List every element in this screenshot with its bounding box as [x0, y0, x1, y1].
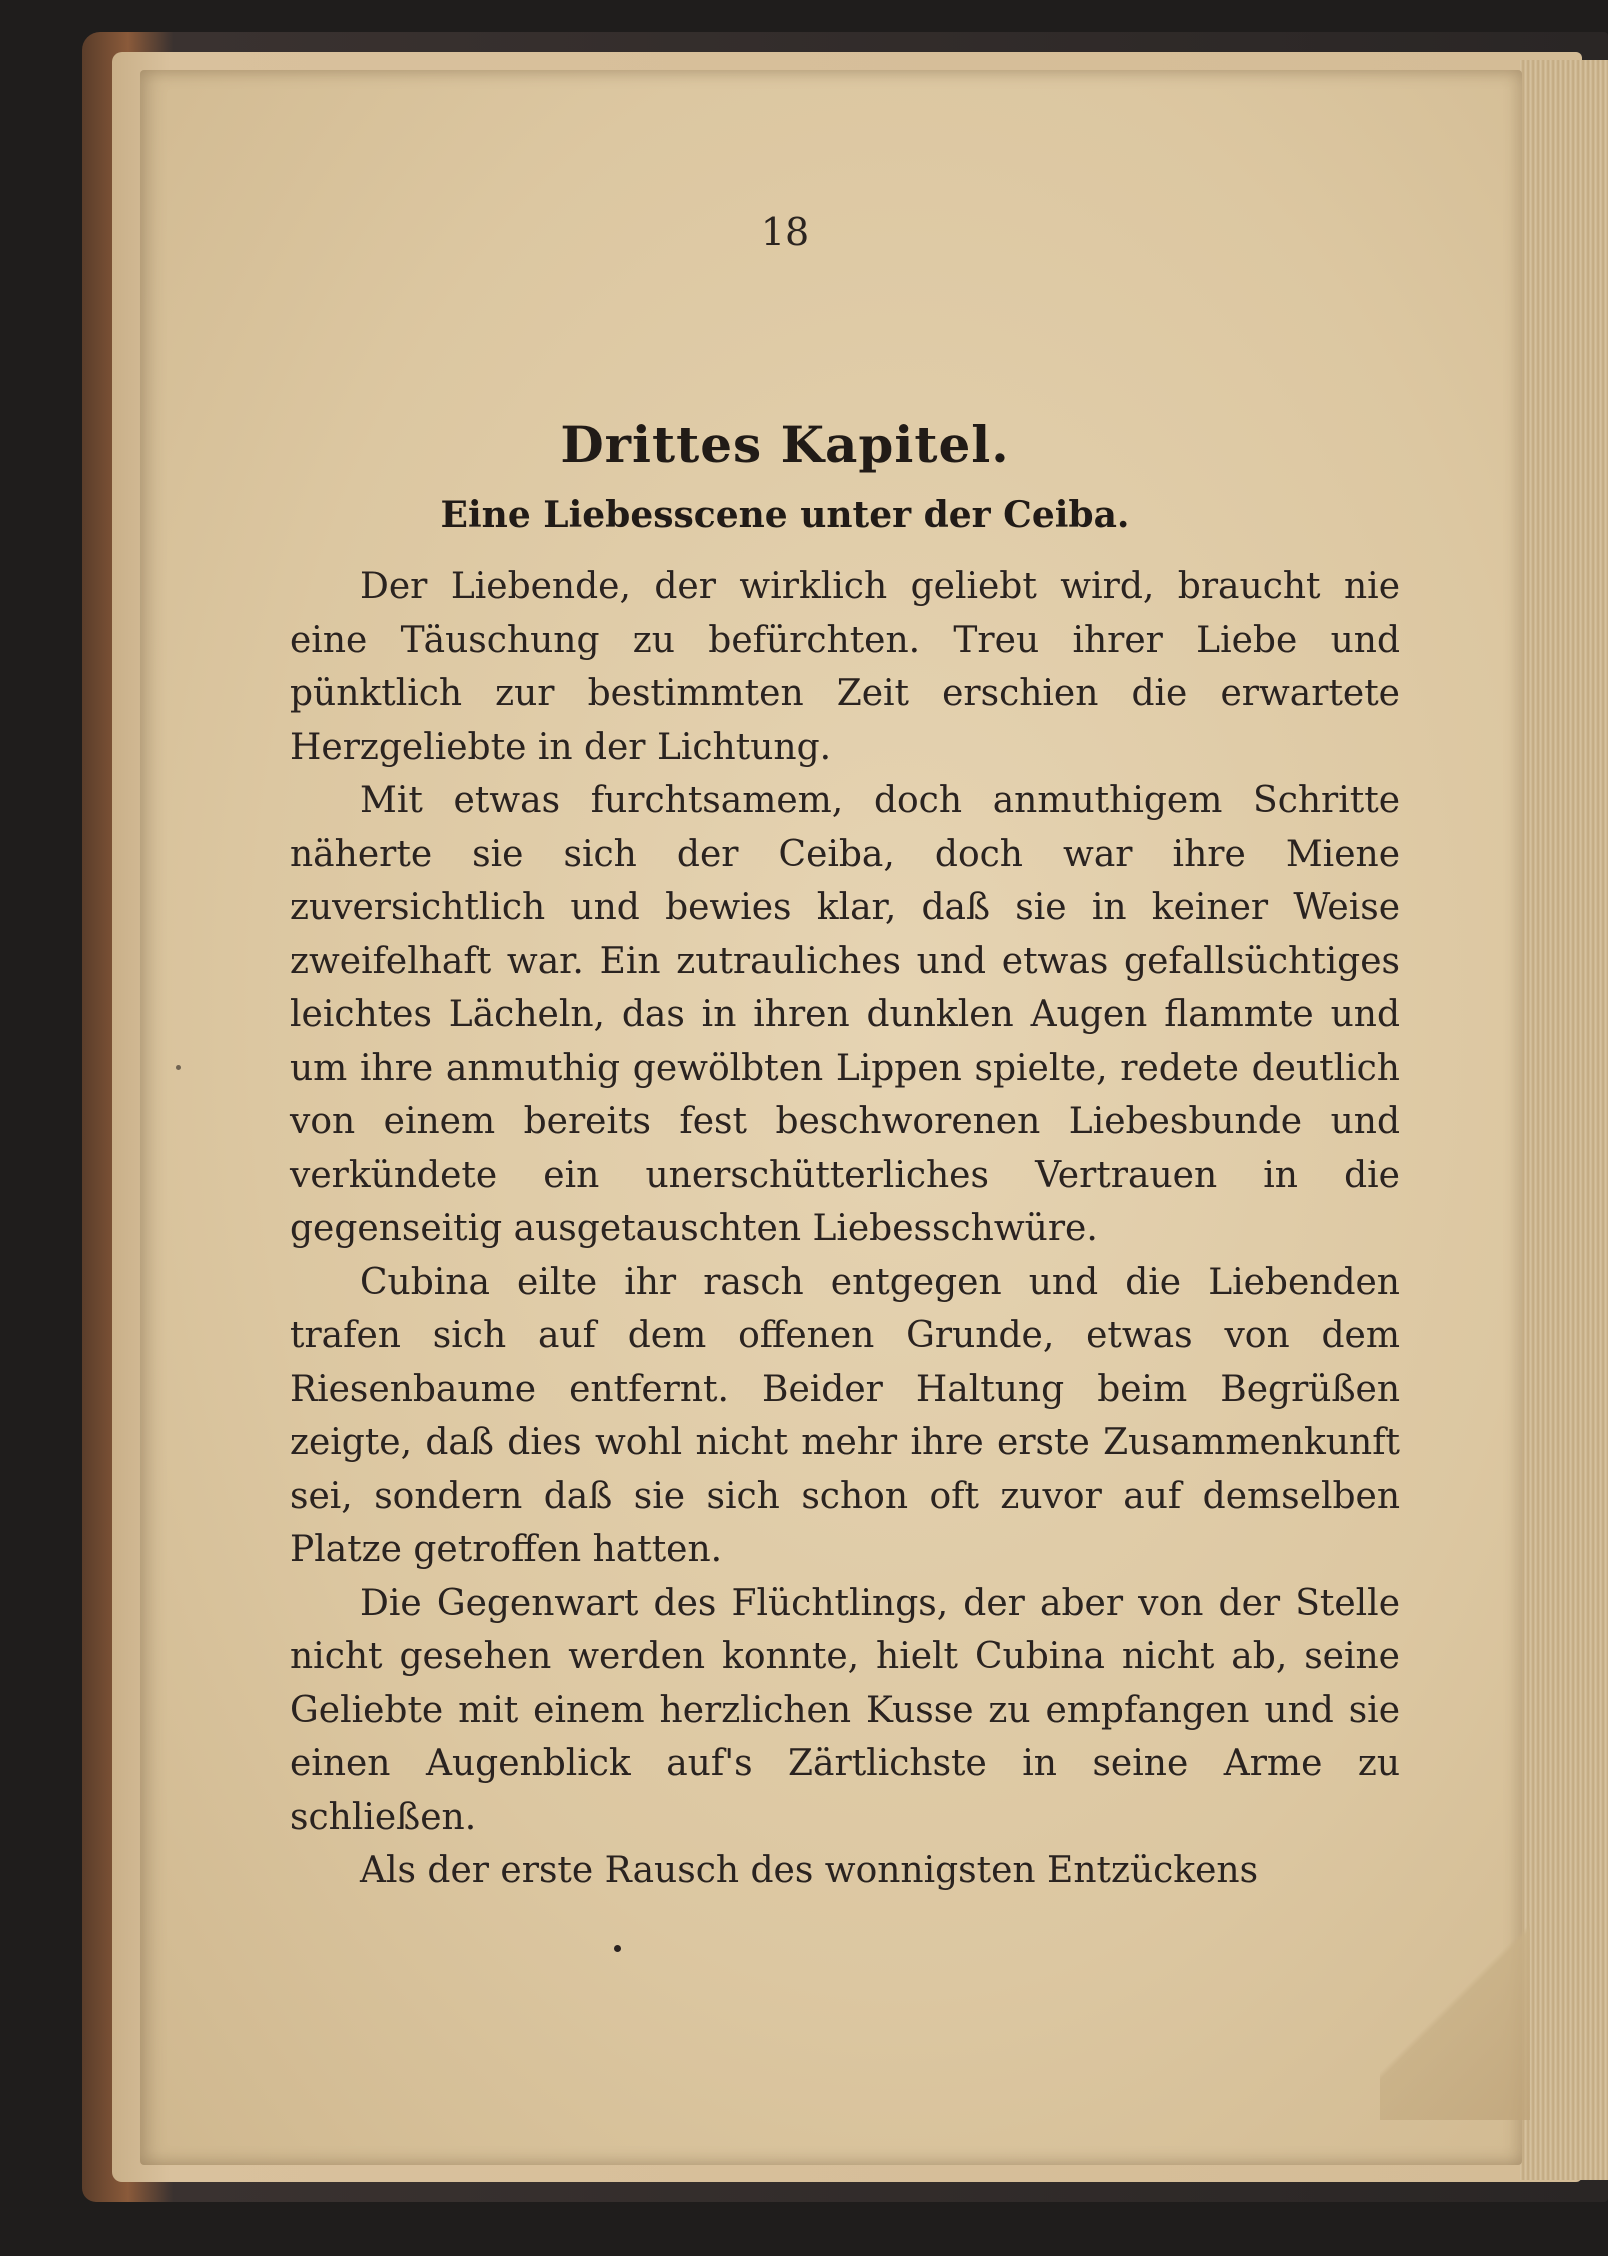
body-text: [290, 560, 1400, 1898]
paragraph: Cubina eilte ihr rasch entgegen und die Liebenden trafen sich auf dem offenen Grunde, etwas von dem Riesenbaume entfernt. Beider Haltung beim Begrüßen zeigte, daß dies wohl nicht mehr ihre erste Zusammenkunft sei, sondern daß sie sich schon oft zuvor auf demselben Platze getroffen hatten.: [290, 1261, 1400, 1570]
chapter-title: Drittes Kapitel.: [560, 415, 1010, 474]
chapter-subtitle: Eine Liebesscene unter der Ceiba.: [440, 494, 1130, 536]
ink-speck: [614, 1945, 621, 1952]
paragraph: Der Liebende, der wirklich geliebt wird, braucht nie eine Täuschung zu befürchten. Treu ihrer Liebe und pünktlich zur bestimmten Zeit erschien die erwartete Herzgeliebte in der Lichtung.: [290, 566, 1400, 768]
page-number: 18: [760, 210, 810, 254]
paragraph: Mit etwas furchtsamem, doch anmuthigem Schritte näherte sie sich der Ceiba, doch war ihre Miene zuversichtlich und bewies klar, daß sie in keiner Weise zweifelhaft war. Ein zutrauliches und etwas gefallsüchtiges leichtes Lächeln, das in ihren dunklen Augen flammte und um ihre anmuthig gewölbten Lippen spielte, redete deutlich von einem bereits fest beschworenen Liebesbunde und verkündete ein unerschütterliches Vertrauen in die gegenseitig ausgetauschten Liebesschwüre.: [290, 780, 1400, 1249]
paragraph: Die Gegenwart des Flüchtlings, der aber von der Stelle nicht gesehen werden konnte, hielt Cubina nicht ab, seine Geliebte mit einem herzlichen Kusse zu empfangen und sie einen Augenblick auf's Zärtlichste in seine Arme zu schließen.: [290, 1582, 1400, 1838]
paragraph: Als der erste Rausch des wonnigsten Entzückens: [360, 1850, 1259, 1891]
page-edges: [1520, 60, 1608, 2180]
ink-speck: [176, 1065, 181, 1070]
book-page: [140, 70, 1522, 2165]
page-corner-fold: [1380, 1890, 1530, 2120]
